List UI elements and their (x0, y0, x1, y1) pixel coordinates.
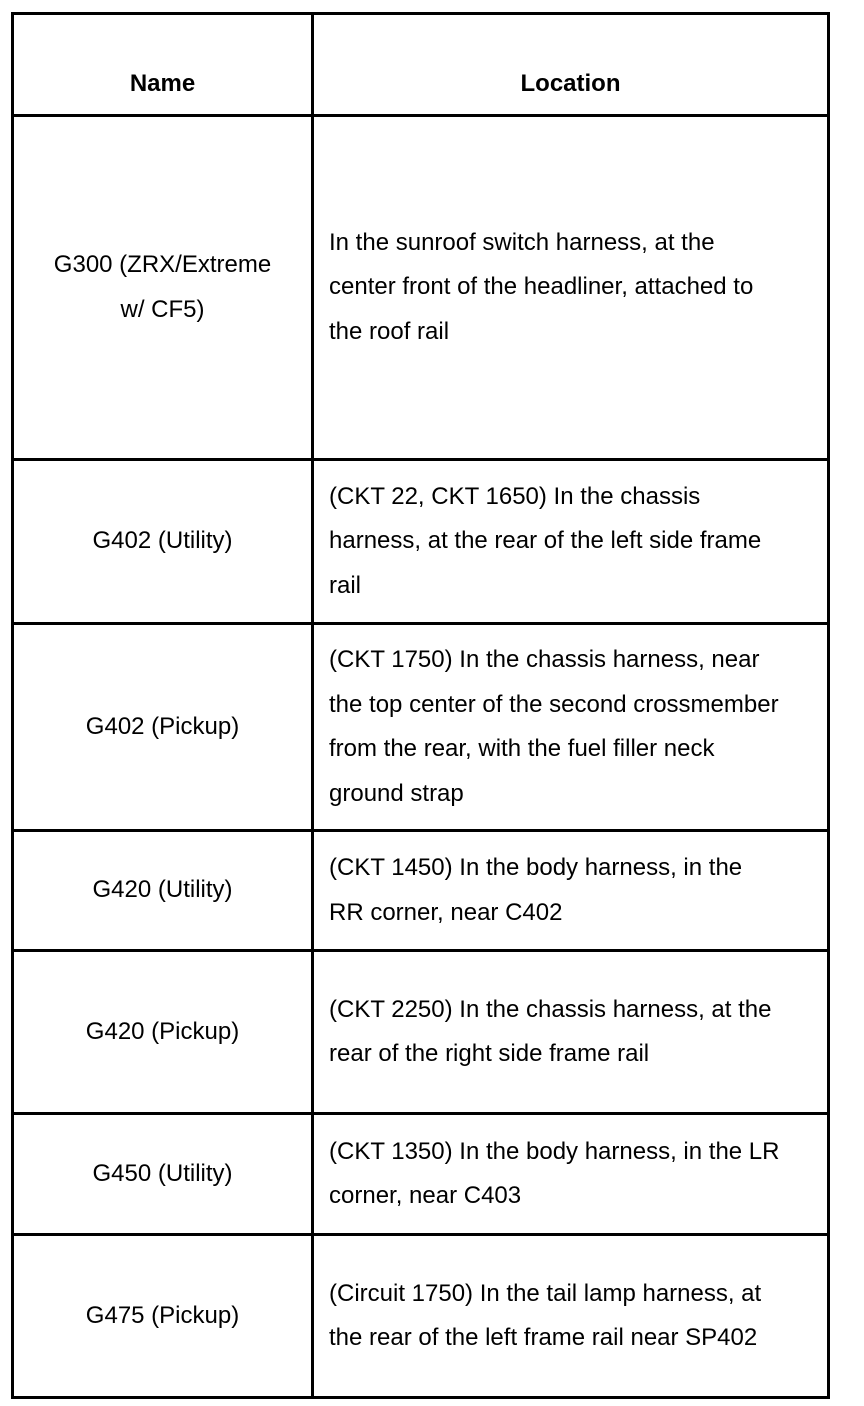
table-row (13, 624, 829, 831)
ground-location-cell: (CKT 2250) In the chassis harness, at the rear of the right side frame rail (313, 951, 829, 1114)
table-row (13, 1235, 829, 1398)
ground-name-cell: G300 (ZRX/Extreme w/ CF5) (13, 116, 313, 460)
table-row (13, 831, 829, 951)
ground-location-cell: (Circuit 1750) In the tail lamp harness, at the rear of the left frame rail near SP402 (313, 1235, 829, 1398)
location-column-header: Location (313, 14, 829, 116)
table-header-row (13, 14, 829, 116)
ground-name-cell: G420 (Pickup) (13, 951, 313, 1114)
table-row (13, 951, 829, 1114)
ground-name-cell: G402 (Utility) (13, 460, 313, 624)
ground-name-cell: G475 (Pickup) (13, 1235, 313, 1398)
name-column-header: Name (13, 14, 313, 116)
ground-location-cell: (CKT 1750) In the chassis harness, near the top center of the second crossmember from the rear, with the fuel filler neck ground strap (313, 624, 829, 831)
ground-locations-table (11, 12, 830, 1399)
ground-name-cell: G402 (Pickup) (13, 624, 313, 831)
ground-location-cell: In the sunroof switch harness, at the center front of the headliner, attached to the roof rail (313, 116, 829, 460)
ground-location-cell: (CKT 1350) In the body harness, in the LR corner, near C403 (313, 1114, 829, 1235)
table-row (13, 460, 829, 624)
ground-name-cell: G420 (Utility) (13, 831, 313, 951)
ground-location-cell: (CKT 1450) In the body harness, in the RR corner, near C402 (313, 831, 829, 951)
table-row (13, 116, 829, 460)
ground-name-cell: G450 (Utility) (13, 1114, 313, 1235)
ground-location-cell: (CKT 22, CKT 1650) In the chassis harness, at the rear of the left side frame rail (313, 460, 829, 624)
table-row (13, 1114, 829, 1235)
